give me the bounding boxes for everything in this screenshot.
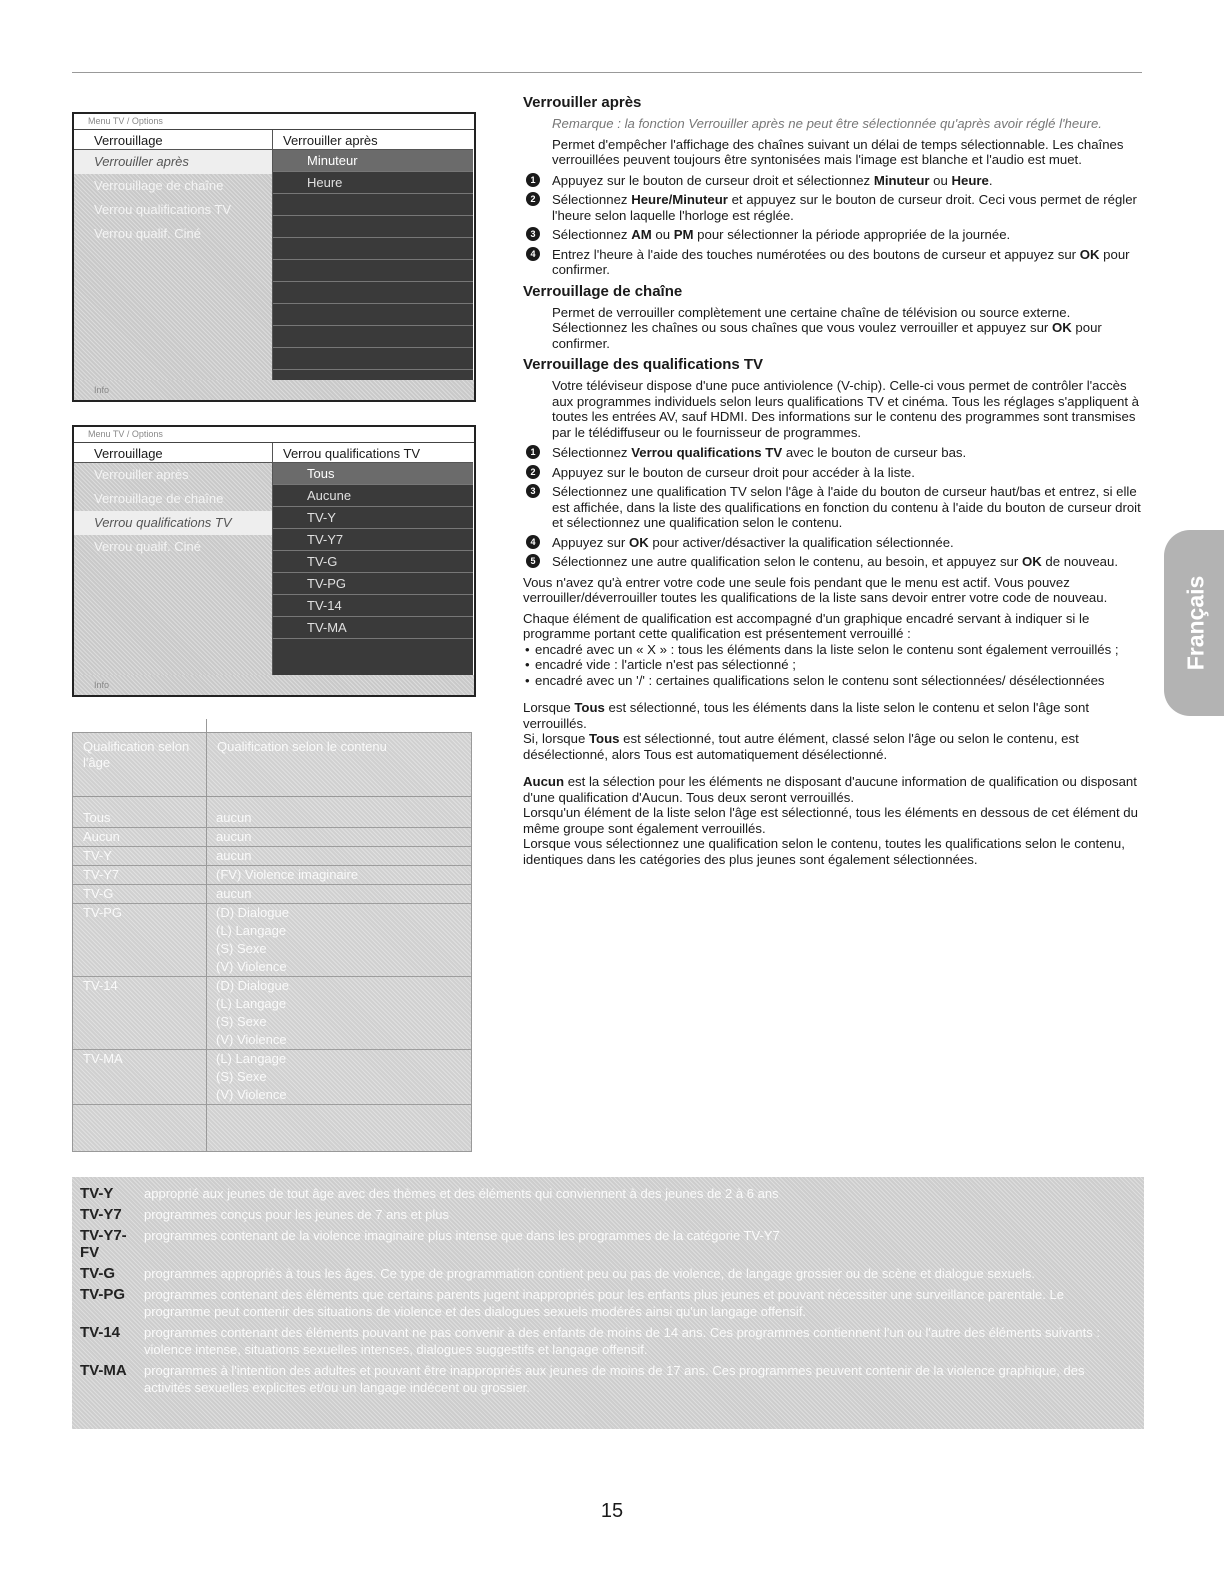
content-rating-cell — [206, 977, 471, 1049]
definition-key: TV-MA — [80, 1362, 127, 1379]
definition-text: programmes conçus pour les jeunes de 7 ans et plus — [144, 1207, 449, 1222]
definition-text: programmes à l'intention des adultes et pouvant être inappropriés aux jeunes de moins de 17 ans. Ces programmes peuvent contenir de la violence graphique, des activités sexuelles explicites et/ou un langage indécent ou grossier. — [144, 1363, 1085, 1395]
note: Remarque : la fonction Verrouiller après ne peut être sélectionnée qu'après avoir réglé l'heure. — [552, 116, 1102, 131]
rating-definitions — [72, 1177, 1144, 1429]
paragraph: Lorsque vous sélectionnez une qualification selon le contenu, toutes les qualifications selon le contenu, identiques dans les catégories des plus jeunes sont également sélectionnées. — [523, 836, 1125, 867]
submenu-empty-row — [273, 304, 473, 326]
age-rating-cell: TV-PG — [83, 905, 123, 920]
submenu-empty-row — [273, 260, 473, 282]
menu-info: Info — [74, 675, 474, 695]
definition-item — [72, 1185, 1144, 1202]
paragraph: Aucun est la sélection pour les éléments ne disposant d'aucune information de qualification ou disposant d'une qualification d'Aucun. Tous deux seront verrouillés. — [523, 774, 1137, 805]
menu-item-movie-ratings-lock[interactable]: Verrou qualif. Ciné — [94, 539, 201, 554]
definition-text: programmes contenant de la violence imaginaire plus intense que dans les programmes de la catégorie TV-Y7 — [144, 1228, 780, 1243]
content-rating-line: (L) Langage — [216, 996, 287, 1011]
language-tab-label: Français — [1182, 575, 1209, 671]
step: 1 Sélectionnez Verrou qualifications TV avec le bouton de curseur bas. — [523, 445, 1145, 461]
menu-screen-tv-ratings — [72, 425, 476, 697]
section-title-tv-ratings: Verrouillage des qualifications TV — [523, 356, 764, 373]
step-number-icon: 5 — [526, 554, 540, 568]
step-number-icon: 2 — [526, 192, 540, 206]
menu-left-header: Verrouillage — [74, 443, 272, 463]
paragraph: Votre téléviseur dispose d'une puce antiviolence (V-chip). Celle-ci vous permet de contrôler l'accès aux programmes individuels selon leurs qualifications TV et cinéma. Tous les réglages s'appliquent à toutes les entrées AV, sauf HDMI. Des informations sur le contenu des programmes sont transmises par le télédiffuseur ou le fournisseur de programmes. — [552, 378, 1139, 440]
menu-item-tv-ratings-lock[interactable]: Verrou qualifications TV — [94, 202, 232, 217]
bullet-item: • encadré avec un '/' : certaines qualifications selon le contenu sont sélectionnées/ désélectionnées — [523, 673, 1145, 689]
step-number-icon: 4 — [526, 247, 540, 261]
definition-item — [72, 1206, 1144, 1223]
content-rating-line: aucun — [216, 886, 252, 901]
content-rating-line: (L) Langage — [216, 923, 287, 938]
definition-item — [72, 1324, 1144, 1358]
submenu-item-timer[interactable]: Minuteur — [273, 150, 473, 172]
table-row — [73, 809, 471, 828]
steps-tv-ratings — [523, 445, 1145, 570]
submenu-empty-row — [273, 348, 473, 370]
content-rating-line: (D) Dialogue — [216, 905, 289, 920]
step: 3 Sélectionnez une qualification TV selon l'âge à l'aide du bouton de curseur haut/bas et entrez, si elle est affichée, dans la liste des qualifications en fonction du contenu à l'aide du bouton de curseur droit et sélectionnez une qualification selon le contenu. — [523, 484, 1145, 531]
page-number: 15 — [600, 1500, 624, 1522]
paragraph: Lorsqu'un élément de la liste selon l'âge est sélectionné, tous les éléments en dessous de cet élément du même groupe sont également verrouillés. — [523, 805, 1138, 836]
content-rating-cell — [206, 866, 471, 884]
main-text-column — [523, 94, 1145, 872]
paragraph: Permet de verrouiller complètement une certaine chaîne de télévision ou source externe. Sélectionnez les chaînes ou sous chaînes que vous voulez verrouiller et appuyez sur OK pour confirmer. — [552, 304, 1102, 351]
definition-item — [72, 1227, 1144, 1261]
step: 4 Entrez l'heure à l'aide des touches numérotées ou des boutons de curseur et appuyez sur OK pour confirmer. — [523, 247, 1145, 278]
submenu-empty-row — [273, 238, 473, 260]
section-title-lock-after: Verrouiller après — [523, 94, 642, 111]
table-row — [73, 847, 471, 866]
step: 1 Appuyez sur le bouton de curseur droit et sélectionnez Minuteur ou Heure. — [523, 173, 1145, 189]
paragraph: Permet d'empêcher l'affichage des chaînes suivant un délai de temps sélectionnable. Les chaînes verrouillées peuvent toujours être syntonisées mais l'image est blanche et l'audio est muet. — [552, 136, 1124, 167]
definition-key: TV-Y — [80, 1185, 114, 1202]
table-row — [73, 904, 471, 977]
rating-item-none[interactable]: Aucune — [273, 485, 473, 507]
paragraph: Lorsque Tous est sélectionné, tous les éléments dans la liste selon le contenu et selon l'âge sont verrouillés. — [523, 700, 1090, 731]
definition-text: programmes contenant des éléments pouvant ne pas convenir à des enfants de moins de 14 ans. Ces programmes contiennent l'un ou l'autre des éléments suivants : violence intense, situations sexuelles intenses, dialogues suggestifs et langage offensif. — [144, 1325, 1100, 1357]
content-rating-line: (D) Dialogue — [216, 978, 289, 993]
menu-screen-lock-after — [72, 112, 476, 402]
table-row — [73, 885, 471, 904]
menu-item-tv-ratings-lock[interactable]: Verrou qualifications TV — [74, 511, 272, 535]
rating-item-tv-y[interactable]: TV-Y — [273, 507, 473, 529]
age-rating-cell: TV-14 — [83, 978, 118, 993]
step-number-icon: 3 — [526, 227, 540, 241]
age-rating-cell: TV-Y7 — [83, 867, 120, 882]
menu-left-header: Verrouillage — [74, 130, 272, 150]
table-header-age: Qualification selon l'âge — [73, 733, 206, 797]
ratings-table — [72, 732, 472, 1152]
content-rating-line: (S) Sexe — [216, 1014, 267, 1029]
content-rating-line: (FV) Violence imaginaire — [216, 867, 359, 882]
definition-key: TV-Y7 — [80, 1206, 122, 1223]
menu-item-movie-ratings-lock[interactable]: Verrou qualif. Ciné — [94, 226, 201, 241]
submenu-empty-row — [273, 282, 473, 304]
step-number-icon: 3 — [526, 484, 540, 498]
age-rating-cell: TV-G — [83, 886, 114, 901]
step-number-icon: 4 — [526, 535, 540, 549]
submenu-empty-row — [273, 216, 473, 238]
step: 2 Appuyez sur le bouton de curseur droit pour accéder à la liste. — [523, 465, 1145, 481]
step-number-icon: 2 — [526, 465, 540, 479]
content-rating-line: (L) Langage — [216, 1051, 287, 1066]
table-row — [73, 828, 471, 847]
table-row — [73, 866, 471, 885]
age-rating-cell: Tous — [83, 810, 111, 825]
steps-lock-after — [523, 173, 1145, 278]
content-rating-line: aucun — [216, 829, 252, 844]
table-row — [73, 977, 471, 1050]
content-rating-cell — [206, 1050, 471, 1104]
content-rating-line: aucun — [216, 848, 252, 863]
definition-key: TV-Y7-FV — [80, 1227, 127, 1261]
rating-item-tv-y7[interactable]: TV-Y7 — [273, 529, 473, 551]
step: 5 Sélectionnez une autre qualification selon le contenu, au besoin, et appuyez sur OK de nouveau. — [523, 554, 1145, 570]
content-rating-line: aucun — [216, 810, 252, 825]
menu-right-header: Verrou qualifications TV — [273, 443, 473, 463]
menu-item-lock-after[interactable]: Verrouiller après — [94, 467, 189, 482]
definition-key: TV-PG — [80, 1286, 126, 1303]
definition-key: TV-G — [80, 1265, 116, 1282]
step: 4 Appuyez sur OK pour activer/désactiver la qualification sélectionnée. — [523, 535, 1145, 551]
submenu-empty-row — [273, 194, 473, 216]
age-rating-cell: Aucun — [83, 829, 120, 844]
content-rating-cell — [206, 847, 471, 865]
content-rating-cell — [206, 904, 471, 976]
rating-item-tv-g[interactable]: TV-G — [273, 551, 473, 573]
paragraph: Chaque élément de qualification est accompagné d'un graphique encadré servant à indiquer si le programme portant cette qualification est présentement verrouillé : — [523, 610, 1090, 641]
bullet-list — [523, 642, 1145, 689]
table-row — [73, 1050, 471, 1105]
paragraph: Si, lorsque Tous est sélectionné, tout autre élément, classé selon l'âge ou selon le contenu, est désélectionné, alors Tous est automatiquement désélectionné. — [523, 731, 1079, 762]
menu-breadcrumb: Menu TV / Options — [74, 114, 474, 130]
content-rating-line: (S) Sexe — [216, 941, 267, 956]
menu-item-channel-lock[interactable]: Verrouillage de chaîne — [94, 491, 224, 506]
step-number-icon: 1 — [526, 173, 540, 187]
rating-item-tv-ma[interactable]: TV-MA — [273, 617, 473, 639]
content-rating-cell — [206, 885, 471, 903]
definition-item — [72, 1265, 1144, 1282]
submenu-item-time[interactable]: Heure — [273, 172, 473, 194]
rating-item-tv-14[interactable]: TV-14 — [273, 595, 473, 617]
paragraph: Vous n'avez qu'à entrer votre code une seule fois pendant que le menu est actif. Vous pouvez verrouiller/déverrouiller toutes les qualifications de la liste sans devoir entrer votre code de nouveau. — [523, 574, 1108, 605]
age-rating-cell: TV-MA — [83, 1051, 123, 1066]
menu-breadcrumb: Menu TV / Options — [74, 427, 474, 443]
bullet-item: • encadré avec un « X » : tous les éléments dans la liste selon le contenu sont également verrouillés ; — [523, 642, 1145, 658]
content-rating-line: (V) Violence — [216, 1032, 287, 1047]
definition-text: programmes appropriés à tous les âges. Ce type de programmation contient peu ou pas de violence, de langage grossier ou de scène et dialogue sexuels. — [144, 1266, 1036, 1281]
step-number-icon: 1 — [526, 445, 540, 459]
menu-item-lock-after[interactable]: Verrouiller après — [74, 150, 272, 174]
section-title-channel-lock: Verrouillage de chaîne — [523, 282, 683, 300]
bullet-item: • encadré vide : l'article n'est pas sélectionné ; — [523, 657, 1145, 673]
content-rating-cell — [206, 828, 471, 846]
language-side-tab — [1164, 530, 1224, 716]
menu-item-channel-lock[interactable]: Verrouillage de chaîne — [94, 178, 224, 193]
definition-item — [72, 1362, 1144, 1396]
rating-item-all[interactable]: Tous — [273, 463, 473, 485]
age-rating-cell: TV-Y — [83, 848, 112, 863]
rating-item-tv-pg[interactable]: TV-PG — [273, 573, 473, 595]
top-rule — [72, 72, 1142, 73]
definition-key: TV-14 — [80, 1324, 121, 1341]
content-rating-cell — [206, 809, 471, 827]
menu-right-header: Verrouiller après — [273, 130, 473, 150]
step: 2 Sélectionnez Heure/Minuteur et appuyez sur le bouton de curseur droit. Ceci vous permet de régler l'heure selon laquelle l'horloge est réglée. — [523, 192, 1145, 223]
content-rating-line: (V) Violence — [216, 959, 287, 974]
menu-info: Info — [74, 380, 474, 400]
step: 3 Sélectionnez AM ou PM pour sélectionner la période appropriée de la journée. — [523, 227, 1145, 243]
definition-item — [72, 1286, 1144, 1320]
definition-text: approprié aux jeunes de tout âge avec des thèmes et des éléments qui conviennent à des jeunes de 2 à 6 ans — [144, 1186, 779, 1201]
table-rows — [73, 809, 471, 1105]
content-rating-line: (V) Violence — [216, 1087, 287, 1102]
content-rating-line: (S) Sexe — [216, 1069, 267, 1084]
submenu-empty-row — [273, 326, 473, 348]
table-header-content: Qualification selon le contenu — [207, 733, 471, 797]
definition-text: programmes contenant des éléments que certains parents jugent inappropriés pour les enfants plus jeunes et pouvant nécessiter une surveillance parentale. Le programme peut contenir des situations de violence et des dialogues sexuels modérés ainsi qu'un langage offensif. — [144, 1287, 1064, 1319]
